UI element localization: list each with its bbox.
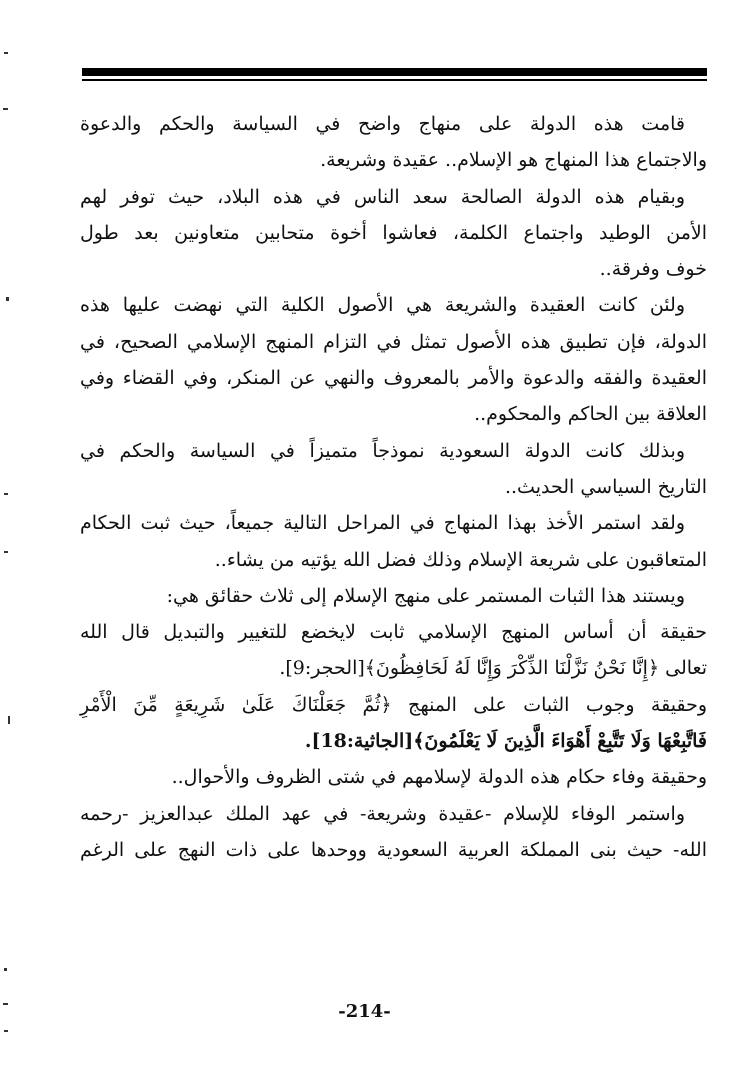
scan-mark [8,716,10,724]
text-line: حقيقة أن أساس المنهج الإسلامي ثابت لايخضع للتغيير والتبديل قال الله [80,621,707,644]
scan-mark [4,551,8,553]
text-line: ولئن كانت العقيدة والشريعة هي الأصول الكلية التي نهضت عليها هذه [80,294,685,317]
text-line: العقيدة والفقه والدعوة والأمر بالمعروف والنهي عن المنكر، وفي القضاء وفي [80,367,707,390]
text-line: الله- حيث بنى المملكة العربية السعودية ووحدها على ذات النهج على الرغم [80,838,707,861]
text-line: ويستند هذا الثبات المستمر على منهج الإسلام إلى ثلاث حقائق هي: [166,584,685,607]
text-line: قامت هذه الدولة على منهاج واضح في السياسة والحكم والدعوة [80,113,685,135]
text-line: الأمن الوطيد واجتماع الكلمة، فعاشوا أخوة متحابين متعاونين بعد طول [80,221,707,244]
text-line: التاريخ السياسي الحديث.. [504,475,707,498]
text-line: الدولة، فإن تطبيق هذه الأصول تمثل في التزام المنهج الإسلامي الصحيح، في [80,330,707,353]
scan-mark [3,1003,8,1005]
scan-mark [4,968,7,971]
scan-mark [6,297,9,301]
header-rule-thick [82,68,707,76]
scan-mark [4,493,8,495]
text-line: وبذلك كانت الدولة السعودية نموذجاً متميزاً في السياسة والحكم في [80,439,685,462]
text-line: واستمر الوفاء للإسلام -عقيدة وشريعة- في عهد الملك عبدالعزيز -رحمه [80,802,685,825]
body-text [80,106,707,868]
header-rule-thin [82,79,707,81]
text-line: وبقيام هذه الدولة الصالحة سعد الناس في هذه البلاد، حيث توفر لهم [80,185,685,208]
page-number: -214- [338,1001,391,1022]
text-line: خوف وفرقة.. [599,258,707,281]
quran-verse-line: فَاتَّبِعْهَا وَلَا تَتَّبِعْ أَهْوَاءَ الَّذِينَ لَا يَعْلَمُونَ﴾[الجاثية:18]. [304,730,707,753]
text-line: المتعاقبون على شريعة الإسلام وذلك فضل الله يؤتيه من يشاء.. [214,548,707,571]
text-line: ولقد استمر الأخذ بهذا المنهاج في المراحل التالية جميعاً، حيث ثبت الحكام [80,512,685,535]
quran-verse-line: وحقيقة وجوب الثبات على المنهج ﴿ثُمَّ جَعَلْنَاكَ عَلَىٰ شَرِيعَةٍ مِّنَ الْأَمْرِ [80,693,707,716]
scan-mark [3,108,8,110]
text-line: العلاقة بين الحاكم والمحكوم.. [474,403,707,426]
scan-mark [4,52,8,54]
quran-verse-line: تعالى ﴿إِنَّا نَحْنُ نَزَّلْنَا الذِّكْرَ وَإِنَّا لَهُ لَحَافِظُونَ﴾[الحجر:9]. [279,657,707,680]
text-line: والاجتماع هذا المنهاج هو الإسلام.. عقيدة وشريعة. [320,149,707,172]
text-line: وحقيقة وفاء حكام هذه الدولة لإسلامهم في شتى الظروف والأحوال.. [171,766,707,789]
scan-mark [4,1030,8,1032]
